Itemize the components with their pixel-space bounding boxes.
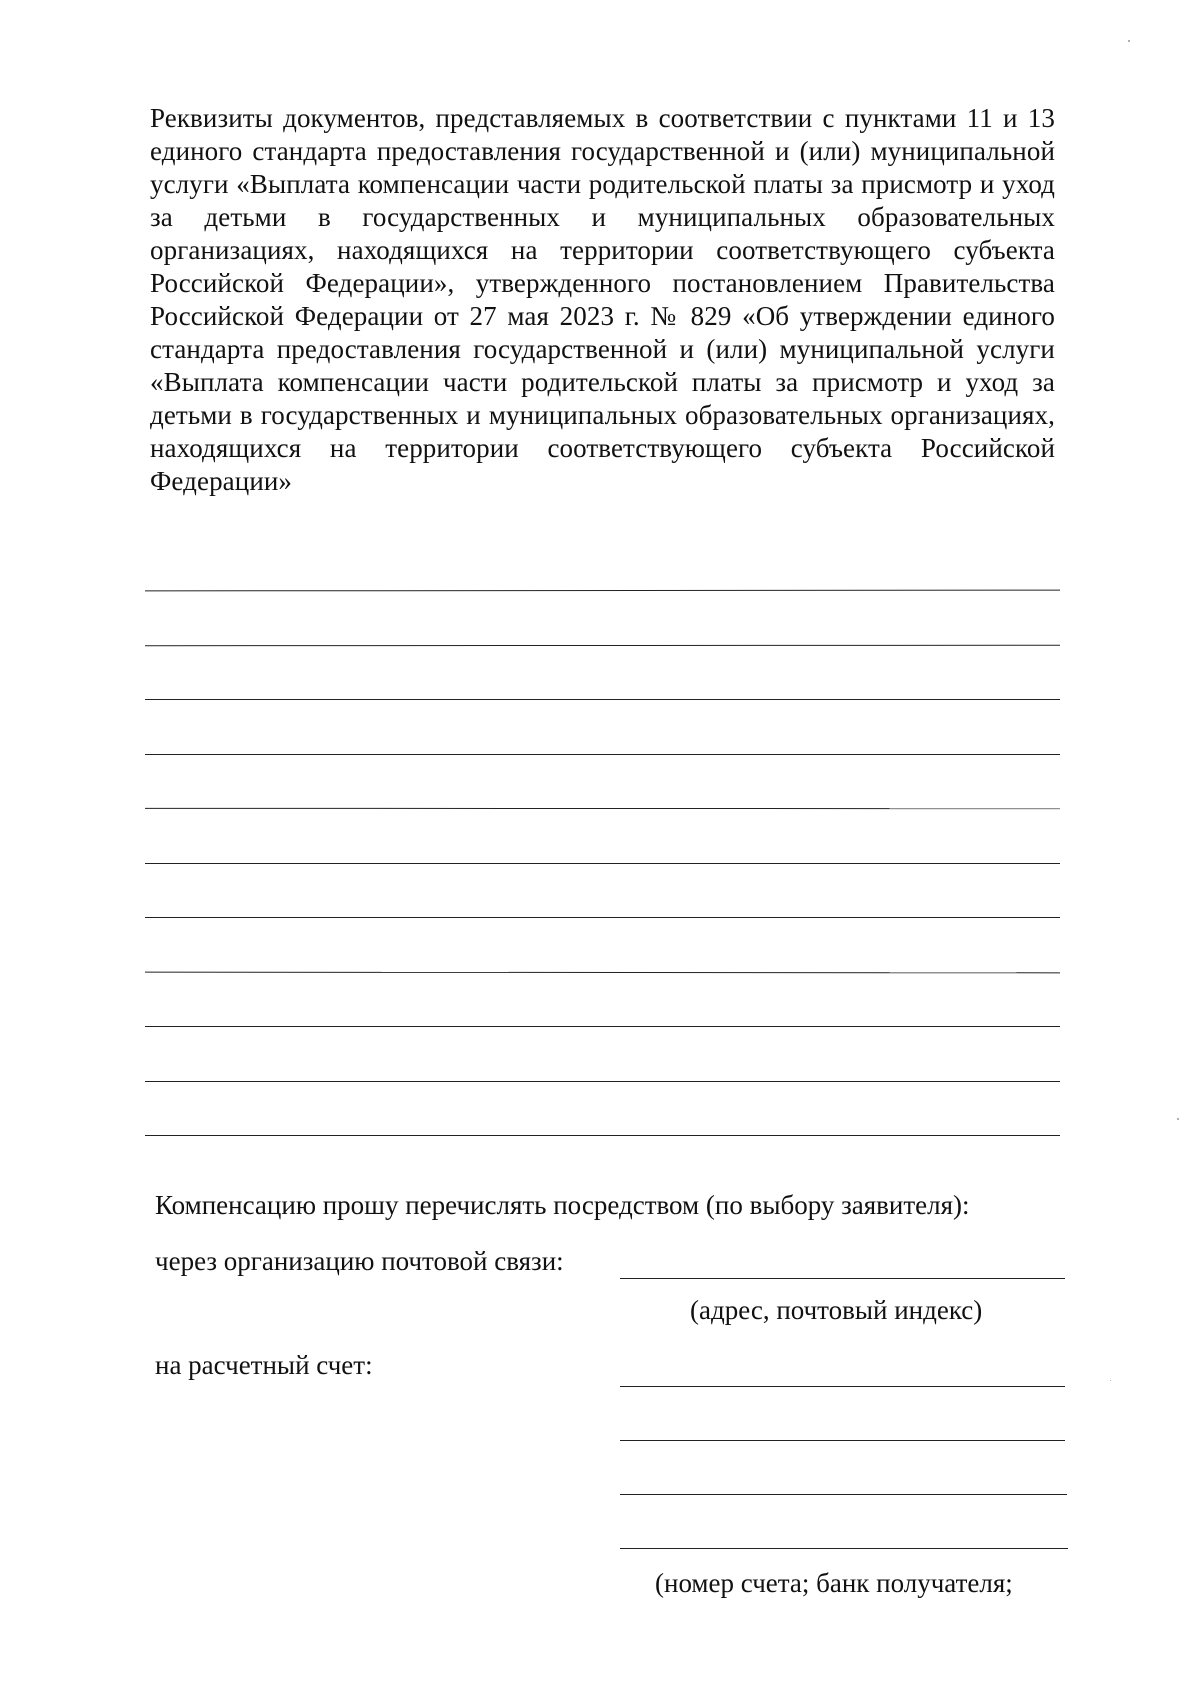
blank-lines-block [145, 590, 1060, 1190]
blank-line[interactable] [145, 917, 1060, 918]
account-line[interactable] [620, 1386, 1065, 1387]
blank-line[interactable] [145, 754, 1060, 755]
payment-method-heading: Компенсацию прошу перечислять посредством (по выбору заявителя): [155, 1190, 970, 1220]
scan-speck [1177, 1118, 1179, 1120]
blank-line[interactable] [145, 699, 1060, 700]
account-label: на расчетный счет: [155, 1350, 373, 1380]
postal-caption: (адрес, почтовый индекс) [690, 1295, 983, 1325]
blank-line[interactable] [145, 1081, 1060, 1082]
account-line[interactable] [620, 1494, 1067, 1495]
blank-line[interactable] [145, 1026, 1060, 1027]
blank-line[interactable] [145, 863, 1060, 864]
account-line[interactable] [620, 1548, 1068, 1549]
blank-line[interactable] [145, 590, 1060, 592]
scan-speck [1110, 1380, 1111, 1381]
scan-speck [1128, 40, 1130, 42]
blank-line[interactable] [145, 808, 1060, 809]
intro-paragraph: Реквизиты документов, представляемых в соответствии с пунктами 11 и 13 единого стандарта предоставления государственной и (или) муниципальной услуги «Выплата компенсации части родительской платы за присмотр и уход за детьми в государственных и муниципальных образовательных организациях, находящихся на территории соответствующего субъекта Российской Федерации», утвержденного постановлением Правительства Российской Федерации от 27 мая 2023 г. № 829 «Об утверждении единого стандарта предоставления государственной и (или) муниципальной услуги «Выплата компенсации части родительской платы за присмотр и уход за детьми в государственных и муниципальных образовательных организациях, находящихся на территории соответствующего субъекта Российской Федерации» [150, 103, 1055, 496]
blank-line[interactable] [145, 1135, 1060, 1136]
account-line[interactable] [620, 1440, 1065, 1441]
postal-address-line[interactable] [620, 1278, 1065, 1279]
postal-label: через организацию почтовой связи: [155, 1246, 564, 1276]
blank-line[interactable] [145, 971, 1060, 973]
blank-line[interactable] [145, 644, 1060, 645]
account-caption: (номер счета; банк получателя; [655, 1568, 1013, 1598]
